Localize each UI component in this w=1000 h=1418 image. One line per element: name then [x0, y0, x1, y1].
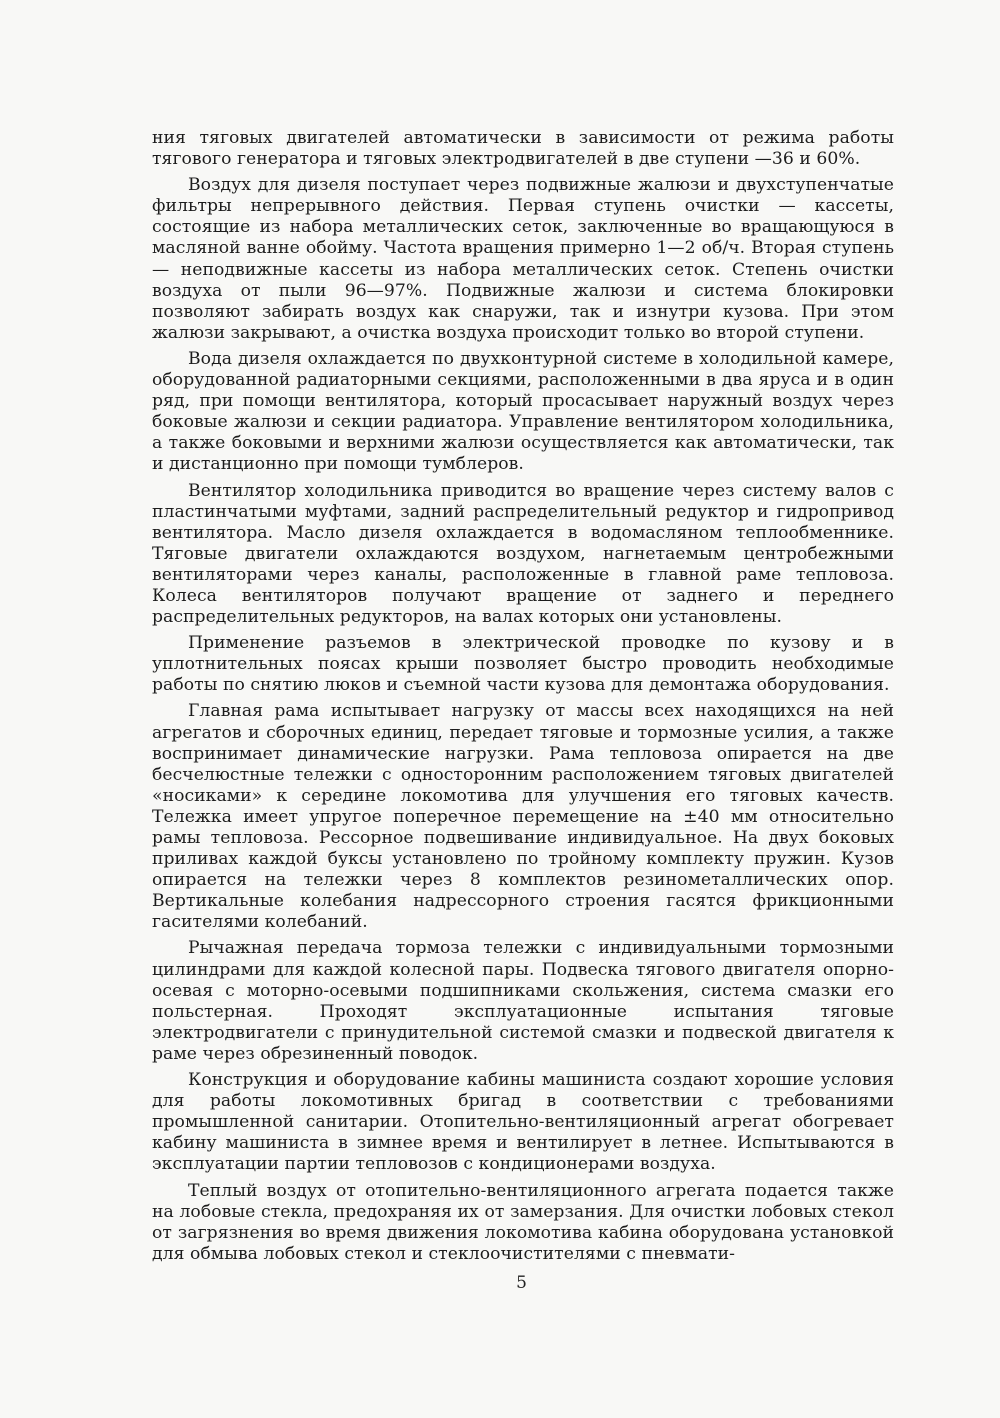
body-text [152, 128, 894, 1270]
paragraph-warm-air: Теплый воздух от отопительно-вентиляционного агрегата подается также на лобовые стекла, предохраняя их от замерзания. Для очистки лобовых стекол от загрязнения во время движения локомотива кабина оборудована установкой для обмыва лобовых стекол и стеклоочистителями с пневмати- [152, 1180, 894, 1264]
paragraph-main-frame: Главная рама испытывает нагрузку от массы всех находящихся на ней агрегатов и сборочных единиц, передает тяговые и тормозные усилия, а также воспринимает динамические нагрузки. Рама тепловоза опирается на две бесчелюстные тележки с односторонним расположением тяговых двигателей «носиками» к середине локомотива для улучшения его тяговых качеств. Тележка имеет упругое поперечное перемещение на ±40 мм относительно рамы тепловоза. Рессорное подвешивание индивидуальное. На двух боковых приливах каждой буксы установлено по тройному комплекту пружин. Кузов опирается на тележки через 8 комплектов резинометаллических опор. Вертикальные колебания надрессорного строения гасятся фрикционными гасителями колебаний. [152, 701, 894, 933]
paragraph-fan-drive: Вентилятор холодильника приводится во вращение через систему валов с пластинчатыми муфтами, задний распределительный редуктор и гидропривод вентилятора. Масло дизеля охлаждается в водомасляном теплообменнике. Тяговые двигатели охлаждаются воздухом, нагнетаемым центробежными вентиляторами через каналы, расположенные в главной раме тепловоза. Колеса вентиляторов получают вращение от заднего и переднего распределительных редукторов, на валах которых они установлены. [152, 480, 894, 628]
paragraph-continuation: ния тяговых двигателей автоматически в зависимости от режима работы тягового генератора и тяговых электродвигателей в две ступени —36 и 60%. [152, 128, 894, 170]
paragraph-brake-transmission: Рычажная передача тормоза тележки с индивидуальными тормозными цилиндрами для каждой колесной пары. Подвеска тягового двигателя опорно-осевая с моторно-осевыми подшипниками скольжения, система смазки его польстерная. Проходят эксплуатационные испытания тяговые электродвигатели с принудительной системой смазки и подвеской двигателя к раме через обрезиненный поводок. [152, 938, 894, 1064]
paragraph-air-intake: Воздух для дизеля поступает через подвижные жалюзи и двухступенчатые фильтры непрерывного действия. Первая ступень очистки — кассеты, состоящие из набора металлических сеток, заключенные во вращающуюся в масляной ванне обойму. Частота вращения примерно 1—2 об/ч. Вторая ступень — неподвижные кассеты из набора металлических сеток. Степень очистки воздуха от пыли 96—97%. Подвижные жалюзи и система блокировки позволяют забирать воздух как снаружи, так и изнутри кузова. При этом жалюзи закрывают, а очистка воздуха происходит только во второй ступени. [152, 175, 894, 343]
page-number: 5 [516, 1273, 527, 1293]
paragraph-connectors: Применение разъемов в электрической проводке по кузову и в уплотнительных поясах крыши позволяет быстро проводить необходимые работы по снятию люков и съемной части кузова для демонтажа оборудования. [152, 633, 894, 696]
paragraph-cabin: Конструкция и оборудование кабины машиниста создают хорошие условия для работы локомотивных бригад в соответствии с требованиями промышленной санитарии. Отопительно-вентиляционный агрегат обогревает кабину машиниста в зимнее время и вентилирует в летнее. Испытываются в эксплуатации партии тепловозов с кондиционерами воздуха. [152, 1070, 894, 1175]
paragraph-water-cooling: Вода дизеля охлаждается по двухконтурной системе в холодильной камере, оборудованной радиаторными секциями, расположенными в два яруса и в один ряд, при помощи вентилятора, который просасывает наружный воздух через боковые жалюзи и секции радиатора. Управление вентилятором холодильника, а также боковыми и верхними жалюзи осуществляется как автоматически, так и дистанционно при помощи тумблеров. [152, 348, 894, 475]
